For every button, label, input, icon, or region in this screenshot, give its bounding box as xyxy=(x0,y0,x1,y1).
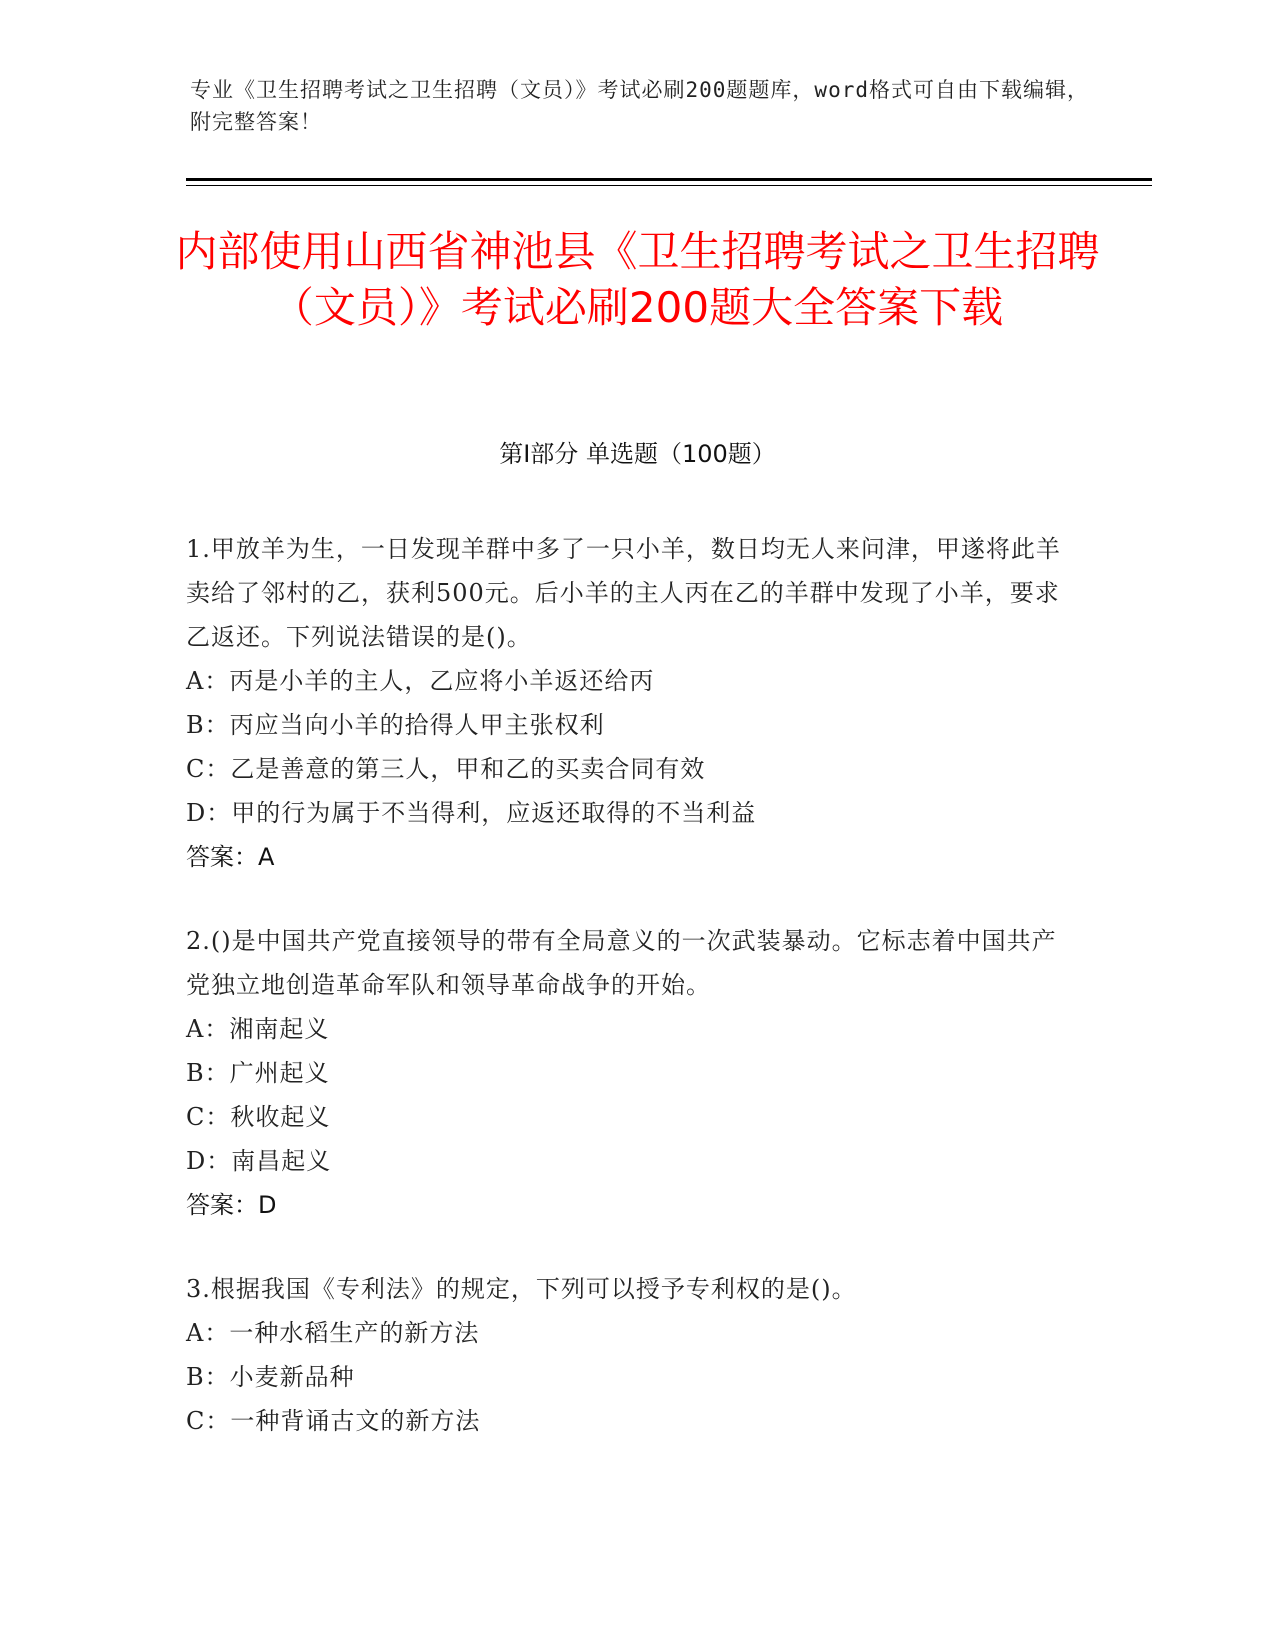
option-a: A：丙是小羊的主人，乙应将小羊返还给丙 xyxy=(186,667,655,695)
question-stem: 2.()是中国共产党直接领导的带有全局意义的一次武装暴动。它标志着中国共产党独立地创造革命军队和领导革命战争的开始。 xyxy=(186,927,1057,999)
option-c: C：乙是善意的第三人，甲和乙的买卖合同有效 xyxy=(186,755,706,783)
option-c: C：一种背诵古文的新方法 xyxy=(186,1407,481,1435)
option-b: B：广州起义 xyxy=(186,1059,330,1087)
option-c: C：秋收起义 xyxy=(186,1103,331,1131)
question-1 xyxy=(186,527,1066,879)
question-stem: 3.根据我国《专利法》的规定，下列可以授予专利权的是()。 xyxy=(186,1275,857,1303)
header-divider-thick xyxy=(186,178,1152,181)
question-2 xyxy=(186,919,1066,1227)
option-d: D：甲的行为属于不当得利，应返还取得的不当利益 xyxy=(186,799,757,827)
document-title: 内部使用山西省神池县《卫生招聘考试之卫生招聘（文员）》考试必刷200题大全答案下载 xyxy=(175,227,1100,332)
option-b: B：丙应当向小羊的拾得人甲主张权利 xyxy=(186,711,605,739)
header-divider-thin xyxy=(186,185,1152,186)
question-stem: 1.甲放羊为生，一日发现羊群中多了一只小羊，数日均无人来问津，甲遂将此羊卖给了邻村的乙，获利500元。后小羊的主人丙在乙的羊群中发现了小羊，要求乙返还。下列说法错误的是()。 xyxy=(186,535,1061,651)
option-b: B：小麦新品种 xyxy=(186,1363,355,1391)
question-list xyxy=(186,527,1066,1483)
option-d: D：南昌起义 xyxy=(186,1147,332,1175)
section-heading: 第I部分 单选题（100题） xyxy=(499,440,776,468)
header-note: 专业《卫生招聘考试之卫生招聘（文员）》考试必刷200题题库，word格式可自由下载编辑，附完整答案！ xyxy=(190,78,1089,134)
option-a: A：一种水稻生产的新方法 xyxy=(186,1319,480,1347)
answer: 答案：A xyxy=(186,843,275,871)
question-3 xyxy=(186,1267,1066,1443)
option-a: A：湘南起义 xyxy=(186,1015,330,1043)
answer: 答案：D xyxy=(186,1191,277,1219)
